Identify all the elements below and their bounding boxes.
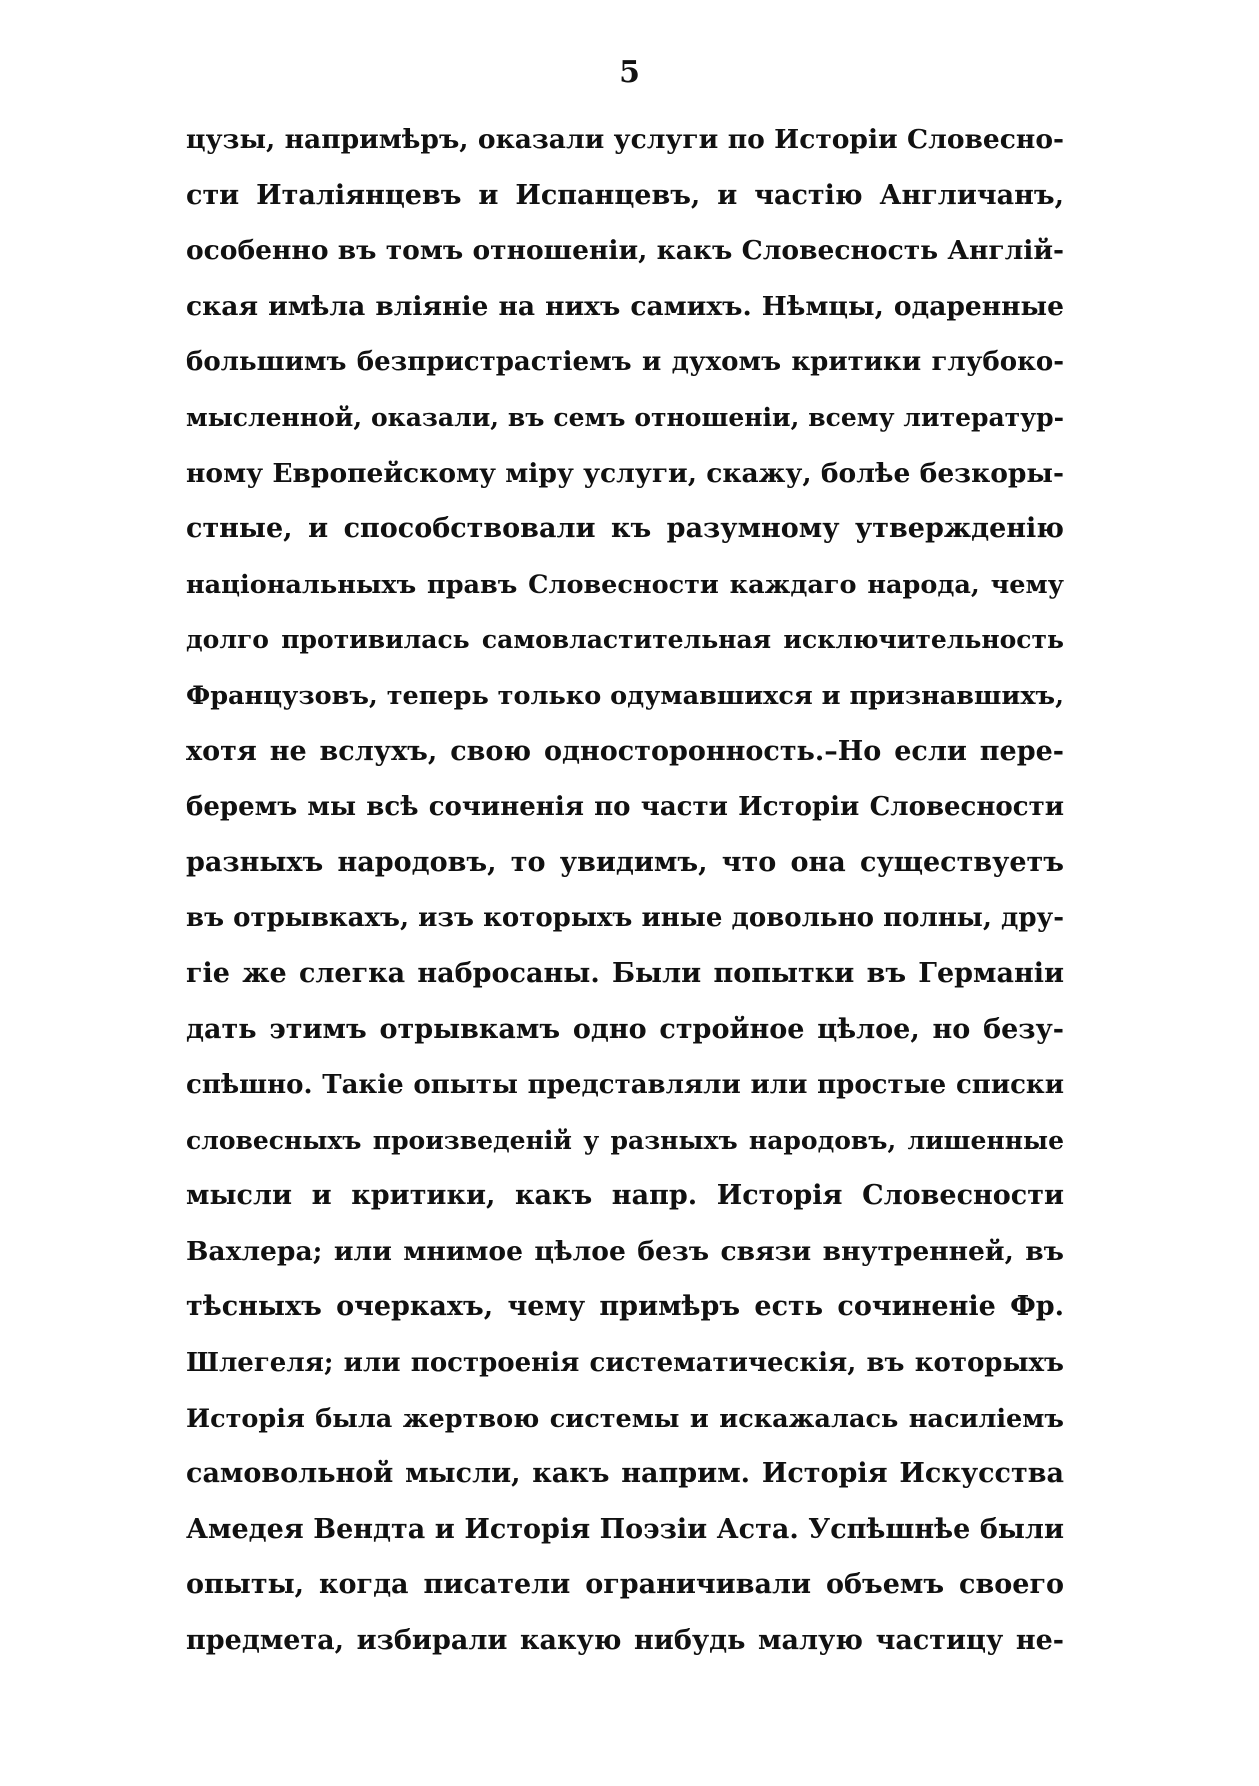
text-line: Амедея Вендта и Исторія Поэзіи Аста. Успѣшнѣе были bbox=[186, 1513, 1064, 1545]
text-line: стные, и способствовали къ разумному утвержденію bbox=[186, 513, 1064, 545]
text-line: Шлегеля; или построенія систематическія, въ которыхъ bbox=[186, 1348, 1064, 1379]
text-line: ному Европейскому міру услуги, скажу, болѣе безкоры- bbox=[186, 457, 1064, 489]
text-line: большимъ безпристрастіемъ и духомъ критики глубоко- bbox=[186, 347, 1064, 378]
text-line: Вахлера; или мнимое цѣлое безъ связи внутренней, въ bbox=[186, 1235, 1064, 1267]
text-line: хотя не вслухъ, свою односторонность.–Но если пере- bbox=[186, 735, 1064, 767]
text-line: гіе же слегка набросаны. Были попытки въ Германіи bbox=[186, 957, 1064, 989]
text-line: сти Италіянцевъ и Испанцевъ, и частію Англичанъ, bbox=[186, 179, 1064, 211]
text-line: Французовъ, теперь только одумавшихся и признавшихъ, bbox=[186, 680, 1064, 711]
text-line: дать этимъ отрывкамъ одно стройное цѣлое, но безу- bbox=[186, 1013, 1064, 1045]
page-text-body bbox=[186, 122, 1064, 1679]
text-line: тѣсныхъ очеркахъ, чему примѣръ есть сочиненіе Фр. bbox=[186, 1291, 1064, 1323]
text-line: долго противилась самовластительная исключительность bbox=[186, 625, 1064, 655]
text-line: мысленной, оказали, въ семъ отношеніи, всему литератур- bbox=[186, 402, 1064, 432]
text-line: беремъ мы всѣ сочиненія по части Исторіи Словесности bbox=[186, 792, 1064, 823]
text-line: въ отрывкахъ, изъ которыхъ иные довольно полны, дру- bbox=[186, 903, 1064, 934]
text-line: словесныхъ произведеній у разныхъ народовъ, лишенные bbox=[186, 1125, 1064, 1155]
text-line: ская имѣла вліяніе на нихъ самихъ. Нѣмцы, одаренные bbox=[186, 290, 1064, 322]
text-line: спѣшно. Такіе опыты представляли или простые списки bbox=[186, 1070, 1064, 1101]
text-line: разныхъ народовъ, то увидимъ, что она существуетъ bbox=[186, 846, 1064, 878]
text-line: цузы, напримѣръ, оказали услуги по Исторіи Словесно- bbox=[186, 124, 1064, 155]
text-line: національныхъ правъ Словесности каждаго народа, чему bbox=[186, 569, 1064, 600]
text-line: мысли и критики, какъ напр. Исторія Словесности bbox=[186, 1180, 1064, 1212]
text-line: особенно въ томъ отношеніи, какъ Словесность Англій- bbox=[186, 235, 1064, 267]
text-line: опыты, когда писатели ограничивали объемъ своего bbox=[186, 1569, 1064, 1601]
text-line: самовольной мысли, какъ наприм. Исторія Искусства bbox=[186, 1458, 1064, 1490]
page-number: 5 bbox=[619, 55, 640, 90]
text-line: Исторія была жертвою системы и искажалась насиліемъ bbox=[186, 1403, 1064, 1434]
text-line: предмета, избирали какую нибудь малую частицу не- bbox=[186, 1625, 1064, 1657]
